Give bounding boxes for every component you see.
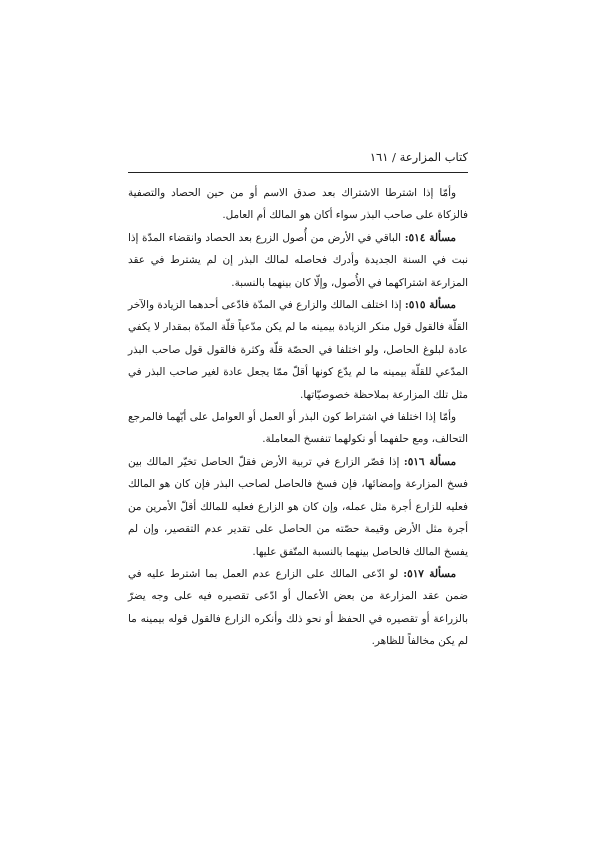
paragraph bbox=[128, 294, 468, 406]
paragraph bbox=[128, 182, 468, 227]
paragraph bbox=[128, 563, 468, 653]
paragraph bbox=[128, 227, 468, 294]
running-header: كتاب المزارعة / ١٦١ bbox=[369, 150, 468, 164]
issue-label: مسألة ٥١٧: bbox=[403, 567, 457, 580]
issue-label: مسألة ٥١٤: bbox=[404, 231, 457, 244]
paragraph-text: وأمّا إذا اختلفا في اشتراط كون البذر أو العمل أو العوامل على أيّهما فالمرجع التحالف، ومع حلفهما أو نكولهما تنفسخ المعاملة. bbox=[128, 411, 468, 446]
header-divider bbox=[128, 172, 468, 173]
paragraph bbox=[128, 451, 468, 563]
body-text bbox=[128, 182, 468, 653]
paragraph-text: إذا اختلف المالك والزارع في المدّة فادّعى أحدهما الزيادة والآخر القلّة فالقول قول منكر الزيادة بيمينه ما لم يكن مدّعياً قلّة المدّة بمقدار لا يكفي عادة لبلوغ الحاصل، ولو اختلفا في الحصّة قلّة وكثرة فالقول قول صاحب البذر المدّعي للقلّة بيمينه ما لم يدّع كونها أقلّ ممّا يجعل عادة لغير صاحب البذر في مثل تلك المزارعة بملاحظة خصوصيّاتها. bbox=[128, 299, 468, 401]
paragraph-text: وأمّا إذا اشترطا الاشتراك بعد صدق الاسم أو من حين الحصاد والتصفية فالزكاة على صاحب البذر سواء أكان هو المالك أم العامل. bbox=[128, 187, 468, 222]
issue-label: مسألة ٥١٥: bbox=[404, 299, 456, 312]
paragraph-text: إذا قصّر الزارع في تربية الأرض فقلّ الحاصل تخيّر المالك بين فسخ المزارعة وإمضائها، فإن فسخ فالحاصل لصاحب البذر فإن كان هو المالك فعليه للزارع أجرة مثل عمله، وإن كان هو الزارع فعليه للمالك أقلّ الأمرين من أجرة مثل الأرض وقيمة حصّته من الحاصل على تقدير عدم التقصير، وإن لم يفسخ المالك فالحاصل بينهما بالنسبة المتّفق عليها. bbox=[128, 455, 468, 558]
paragraph-text: الباقي في الأرض من أُصول الزرع بعد الحصاد وانقضاء المدّة إذا نبت في السنة الجديدة وأدرك فحاصله لمالك البذر إن لم يشترط في عقد المزارعة اشتراكهما في الأُصول، وإلّا كان بينهما بالنسبة. bbox=[128, 231, 468, 289]
paragraph-text: لو ادّعى المالك على الزارع عدم العمل بما اشترط عليه في ضمن عقد المزارعة من بعض الأعمال أو ادّعى تقصيره فيه على وجه يضرّ بالزراعة أو تقصيره في الحفظ أو نحو ذلك وأنكره الزارع فالقول قوله بيمينه ما لم يكن مخالفاً للظاهر. bbox=[128, 567, 468, 648]
issue-label: مسألة ٥١٦: bbox=[403, 455, 457, 468]
paragraph bbox=[128, 406, 468, 451]
